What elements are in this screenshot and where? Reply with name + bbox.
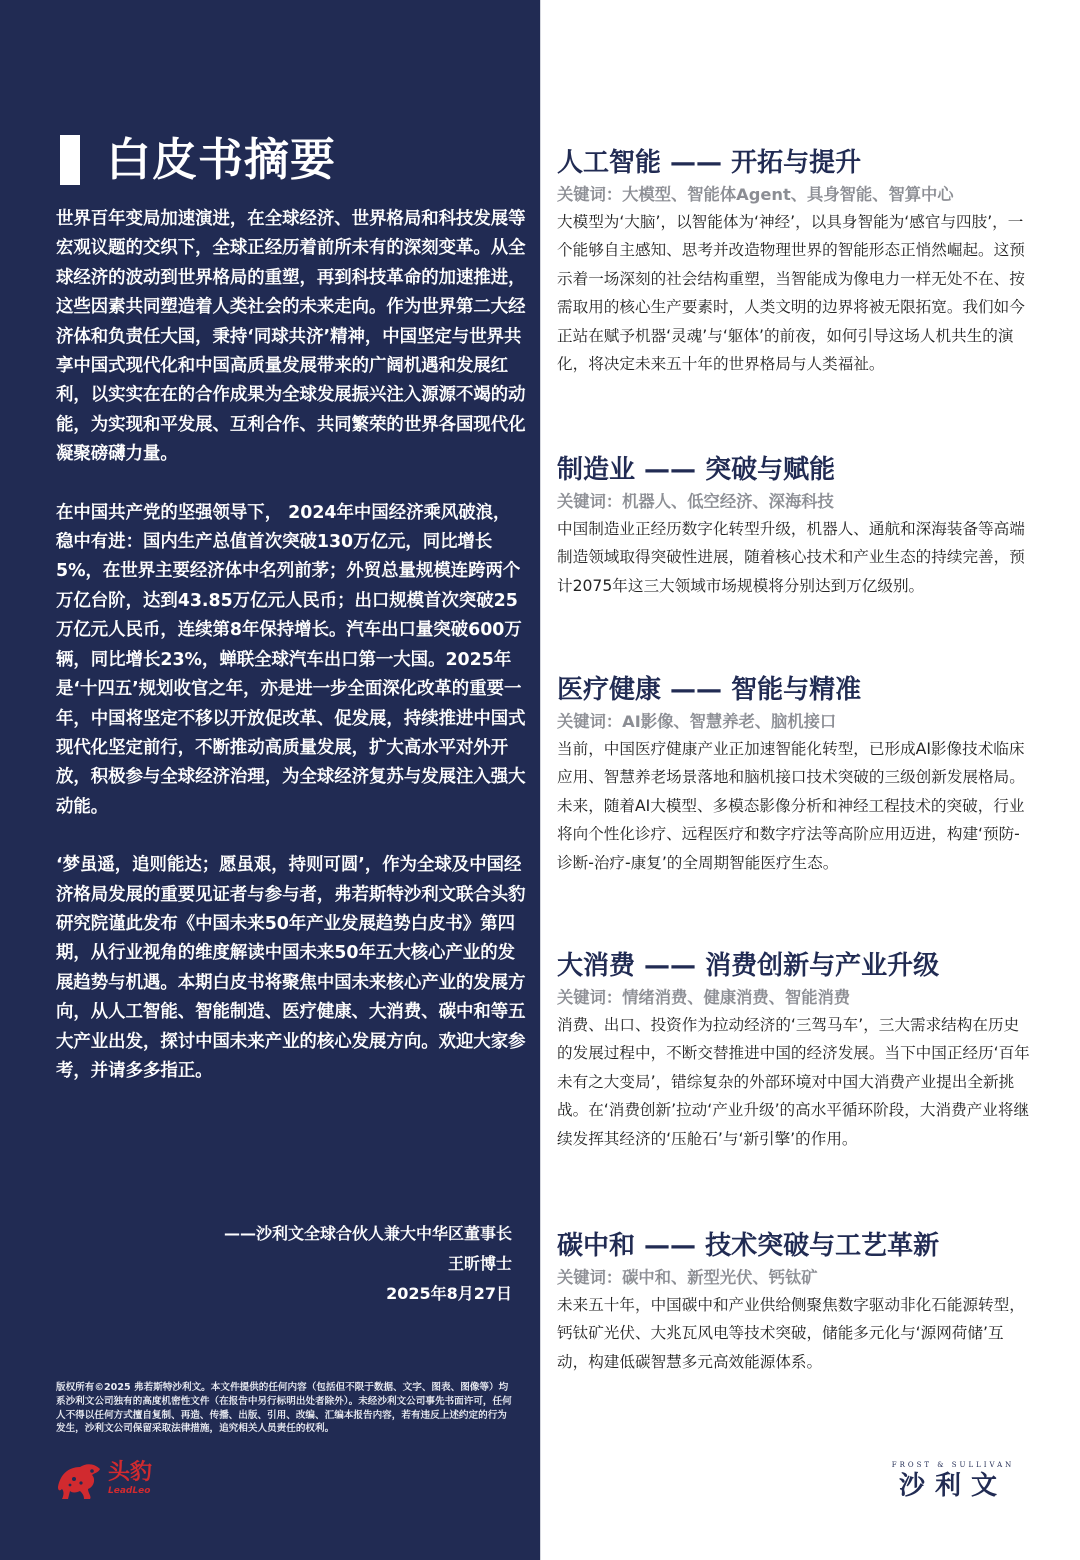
section-heading: 大消费 —— 消费创新与产业升级: [557, 951, 940, 981]
leadleo-en: LeadLeo: [108, 1486, 151, 1496]
section-keywords: 关键词：AI影像、智慧养老、脑机接口: [557, 712, 837, 731]
section-keywords: 关键词：机器人、低空经济、深海科技: [557, 492, 834, 511]
intro-paragraph-1: 世界百年变局加速演进，在全球经济、世界格局和科技发展等宏观议题的交织下，全球正经历着前所未有的深刻变革。从全球经济的波动到世界格局的重塑，再到科技革命的加速推进，这些因素共同塑造着人类社会的未来走向。作为世界第二大经济体和负责任大国，秉持‘同球共济’精神，中国坚定与世界共享中国式现代化和中国高质量发展带来的广阔机遇和发展红利，以实实在在的合作成果为全球发展振兴注入源源不竭的动能，为实现和平发展、互利合作、共同繁荣的世界各国现代化凝聚磅礴力量。: [56, 209, 526, 465]
section-keywords: 关键词：情绪消费、健康消费、智能消费: [557, 988, 851, 1007]
section-body: 未来五十年，中国碳中和产业供给侧聚焦数字驱动非化石能源转型，钙钛矿光伏、大兆瓦风电等技术突破，储能多元化与‘源网荷储’互动，构建低碳智慧多元高效能源体系。: [557, 1296, 1025, 1371]
signature-date: 2025年8月27日: [386, 1284, 512, 1303]
section-heading: 制造业 —— 突破与赋能: [557, 455, 836, 485]
intro-paragraph-3: ‘梦虽遥，追则能达；愿虽艰，持则可圆’，作为全球及中国经济格局发展的重要见证者与参与者，弗若斯特沙利文联合头豹研究院谨此发布《中国未来50年产业发展趋势白皮书》第四期，从行业视角的维度解读中国未来50年五大核心产业的发展趋势与机遇。本期白皮书将聚焦中国未来核心产业的发展方向，从人工智能、智能制造、医疗健康、大消费、碳中和等五大产业出发，探讨中国未来产业的核心发展方向。欢迎大家参考，并请多多指正。: [56, 855, 526, 1081]
section-body: 消费、出口、投资作为拉动经济的‘三驾马车’，三大需求结构在历史的发展过程中，不断交替推进中国的经济发展。当下中国正经历‘百年未有之大变局’，错综复杂的外部环境对中国大消费产业提出全新挑战。在‘消费创新’拉动‘产业升级’的高水平循环阶段，大消费产业将继续发挥其经济的‘压舱石’与‘新引擎’的作用。: [557, 1016, 1030, 1148]
frost-logo-en: FROST & SULLIVAN: [891, 1461, 1015, 1469]
section-ai: [557, 146, 1032, 378]
section-healthcare: [557, 673, 1032, 877]
section-consumption: [557, 949, 1032, 1153]
signature-name: 王昕博士: [447, 1254, 512, 1273]
leadleo-cn: 头豹: [108, 1460, 153, 1485]
intro-paragraph-2: 在中国共产党的坚强领导下， 2024年中国经济乘风破浪，稳中有进：国内生产总值首次突破130万亿元，同比增长5%，在世界主要经济体中名列前茅；外贸总量规模连跨两个万亿台阶，达到43.85万亿元人民币；出口规模首次突破25万亿元人民币，连续第8年保持增长。汽车出口量突破600万辆，同比增长23%，蝉联全球汽车出口第一大国。2025年是‘十四五’规划收官之年，亦是进一步全面深化改革的重要一年，中国将坚定不移以开放促改革、促发展，持续推进中国式现代化坚定前行，不断推动高质量发展，扩大高水平对外开放，积极参与全球经济治理，为全球经济复苏与发展注入强大动能。: [56, 502, 526, 817]
section-body: 大模型为‘大脑’，以智能体为‘神经’，以具身智能为‘感官与四肢’，一个能够自主感知、思考并改造物理世界的智能形态正悄然崛起。这预示着一场深刻的社会结构重塑，当智能成为像电力一样无处不在、按需取用的核心生产要素时，人类文明的边界将被无限拓宽。我们如今正站在赋予机器‘灵魂’与‘躯体’的前夜，如何引导这场人机共生的演化，将决定未来五十年的世界格局与人类福祉。: [557, 213, 1025, 374]
frost-sullivan-logo: [878, 1460, 1028, 1504]
leadleo-wordmark: [108, 1461, 152, 1497]
section-keywords: 关键词：大模型、智能体Agent、具身智能、智算中心: [557, 185, 954, 204]
section-keywords: 关键词：碳中和、新型光伏、钙钛矿: [557, 1268, 818, 1287]
section-heading: 碳中和 —— 技术突破与工艺革新: [557, 1231, 940, 1261]
panel-divider: [540, 0, 541, 1560]
section-carbon-neutral: [557, 1229, 1032, 1376]
section-body: 当前，中国医疗健康产业正加速智能化转型，已形成AI影像技术临床应用、智慧养老场景落地和脑机接口技术突破的三级创新发展格局。未来，随着AI大模型、多模态影像分析和神经工程技术的突破，行业将向个性化诊疗、远程医疗和数字疗法等高阶应用迈进，构建‘预防-诊断-治疗-康复’的全周期智能医疗生态。: [557, 740, 1025, 872]
copyright-notice: 版权所有©2025 弗若斯特沙利文。本文件提供的任何内容（包括但不限于数据、文字、图表、图像等）均系沙利文公司独有的高度机密性文件（在报告中另行标明出处者除外）。未经沙利文公司事先书面许可，任何人不得以任何方式擅自复制、再造、传播、出版、引用、改编、汇编本报告内容，若有违反上述约定的行为发生，沙利文公司保留采取法律措施，追究相关人员责任的权利。: [56, 1382, 512, 1435]
summary-title-text: 白皮书摘要: [106, 133, 337, 186]
leopard-logo-icon: [54, 1457, 104, 1501]
section-body: 中国制造业正经历数字化转型升级，机器人、通航和深海装备等高端制造领域取得突破性进展，随着核心技术和产业生态的持续完善，预计2075年这三大领域市场规模将分别达到万亿级别。: [557, 520, 1025, 595]
summary-title: [60, 133, 336, 187]
signature-role: ——沙利文全球合伙人兼大中华区董事长: [223, 1224, 512, 1243]
frost-logo-cn: 沙利文: [898, 1471, 1007, 1501]
title-accent-bar: [60, 135, 80, 185]
leadleo-logo: [54, 1456, 174, 1502]
section-manufacturing: [557, 453, 1032, 600]
intro-text: [56, 205, 526, 1086]
signature: [224, 1219, 512, 1309]
section-heading: 医疗健康 —— 智能与精准: [557, 675, 862, 705]
section-heading: 人工智能 —— 开拓与提升: [557, 148, 862, 178]
